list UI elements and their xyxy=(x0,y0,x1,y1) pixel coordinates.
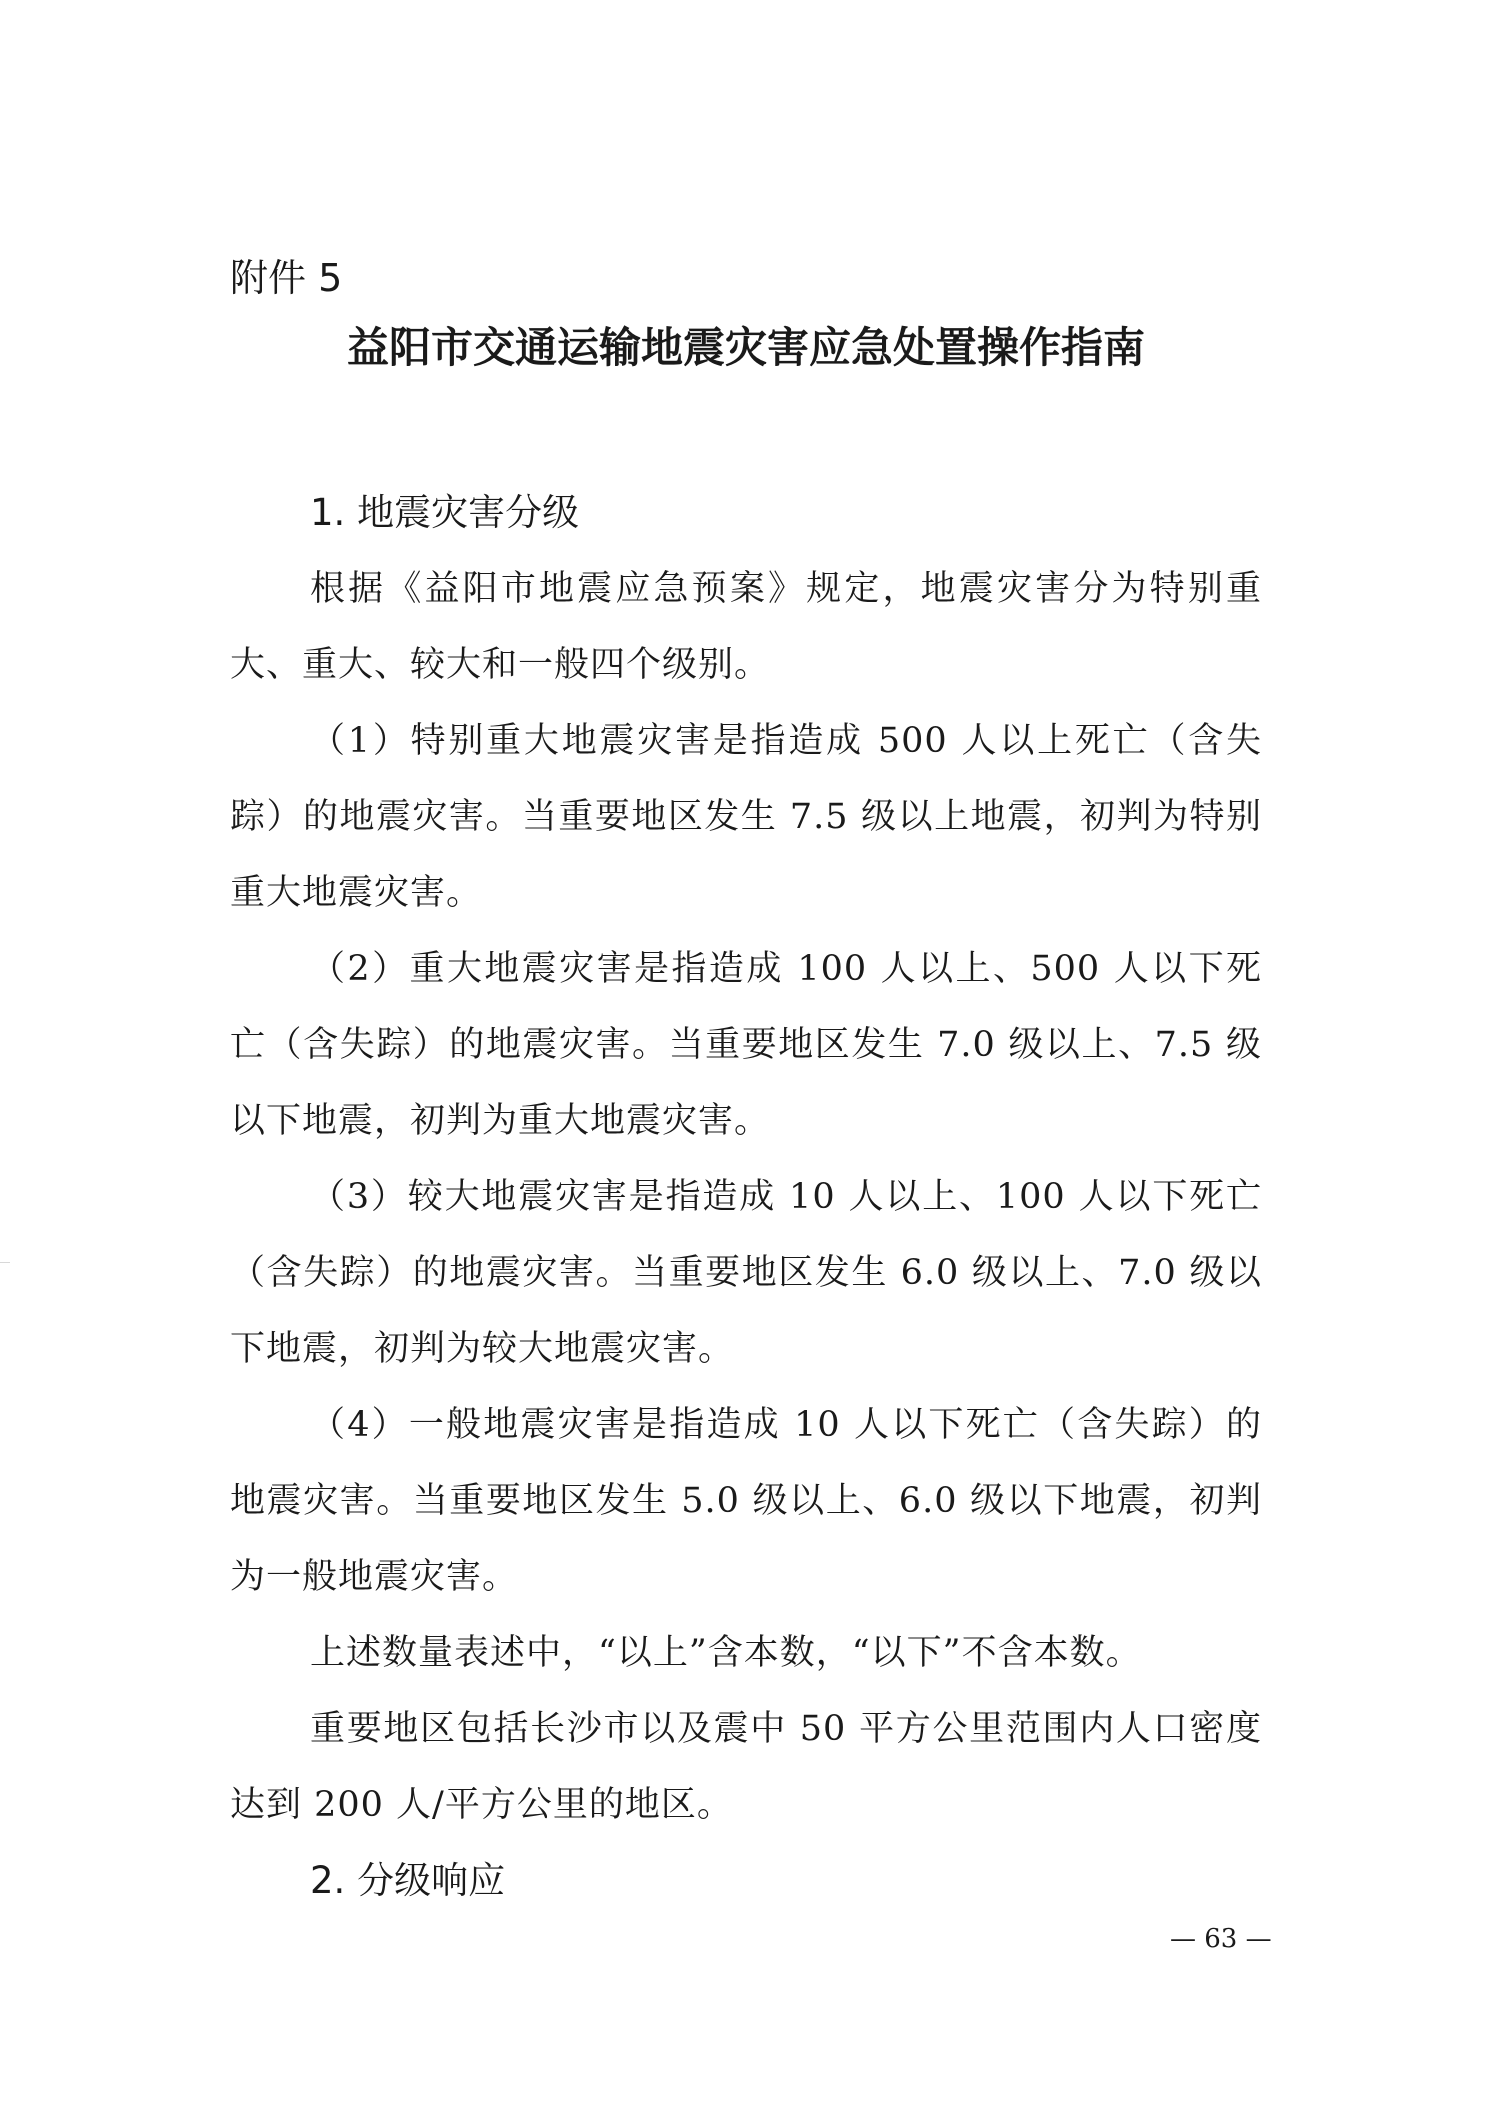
paragraph-level-2: （2）重大地震灾害是指造成 100 人以上、500 人以下死亡（含失踪）的地震灾害。当重要地区发生 7.0 级以上、7.5 级以下地震，初判为重大地震灾害。 xyxy=(230,949,1262,1141)
paragraph-level-1: （1）特别重大地震灾害是指造成 500 人以上死亡（含失踪）的地震灾害。当重要地区发生 7.5 级以上地震，初判为特别重大地震灾害。 xyxy=(230,721,1262,913)
section-2-heading: 2. 分级响应 xyxy=(310,1859,506,1902)
scan-margin-mark xyxy=(0,1262,10,1263)
paragraph-quantity-note: 上述数量表述中，“以上”含本数，“以下”不含本数。 xyxy=(310,1633,1142,1673)
paragraph-key-area-definition: 重要地区包括长沙市以及震中 50 平方公里范围内人口密度达到 200 人/平方公里的地区。 xyxy=(230,1709,1262,1825)
paragraph-grading-intro: 根据《益阳市地震应急预案》规定，地震灾害分为特别重大、重大、较大和一般四个级别。 xyxy=(230,569,1262,685)
page-number: — 63 — xyxy=(1170,1924,1272,1954)
paragraph-level-4: （4）一般地震灾害是指造成 10 人以下死亡（含失踪）的地震灾害。当重要地区发生 5.0 级以上、6.0 级以下地震，初判为一般地震灾害。 xyxy=(230,1405,1262,1597)
document-title: 益阳市交通运输地震灾害应急处置操作指南 xyxy=(346,323,1145,372)
paragraph-level-3: （3）较大地震灾害是指造成 10 人以上、100 人以下死亡（含失踪）的地震灾害。当重要地区发生 6.0 级以上、7.0 级以下地震，初判为较大地震灾害。 xyxy=(230,1177,1262,1369)
annex-label: 附件 5 xyxy=(230,256,343,300)
section-1-heading: 1. 地震灾害分级 xyxy=(310,491,580,534)
document-body xyxy=(230,475,1262,1919)
